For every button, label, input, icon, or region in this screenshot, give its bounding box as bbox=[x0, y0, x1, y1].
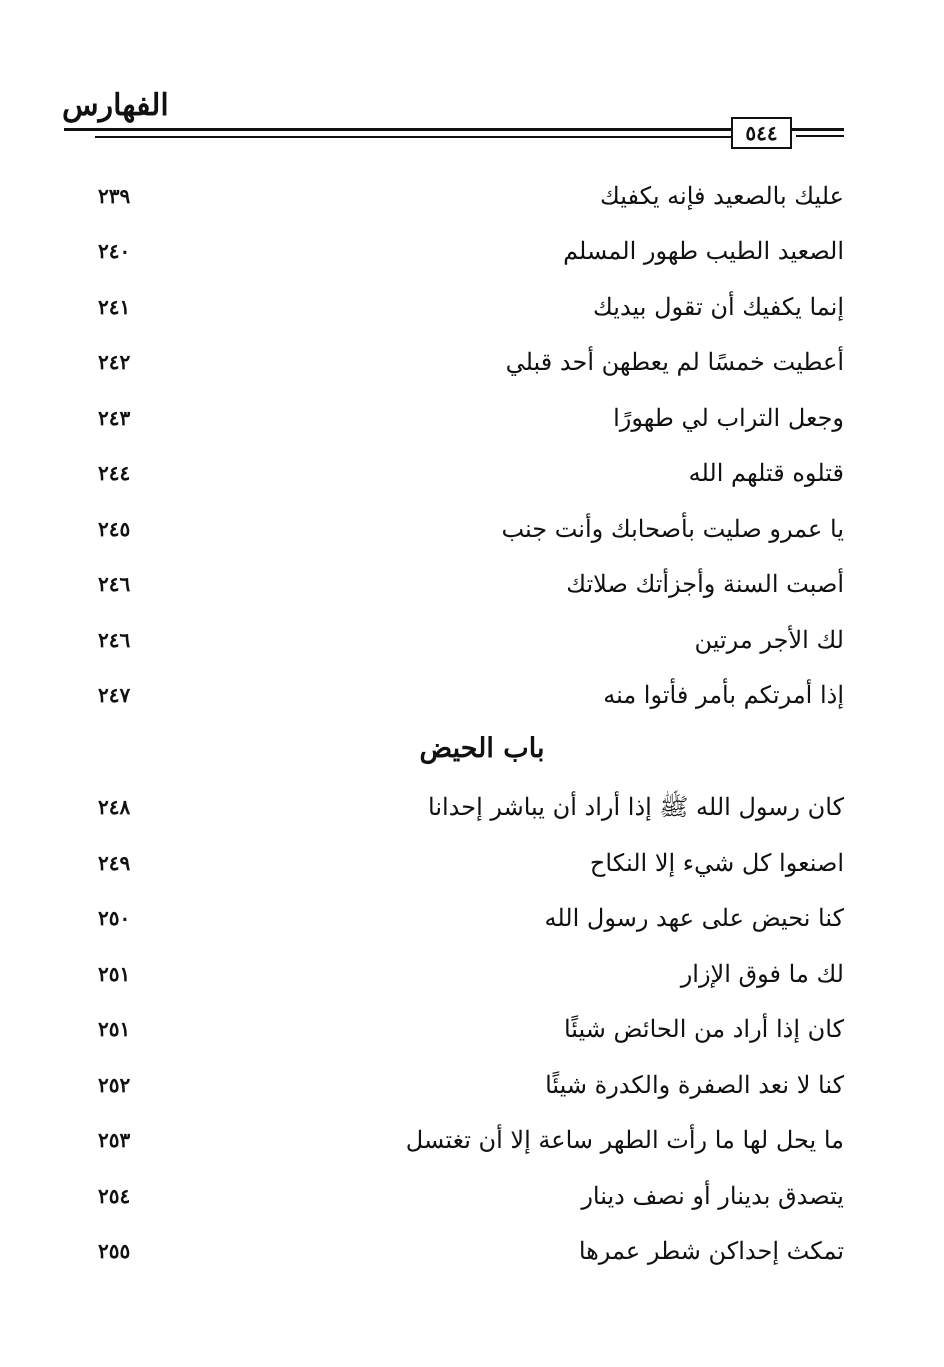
index-entry-number: ٢٥٥ bbox=[98, 1239, 131, 1263]
index-row bbox=[0, 564, 944, 604]
index-entry-text: أصبت السنة وأجزأتك صلاتك bbox=[566, 570, 844, 598]
index-row bbox=[0, 342, 944, 382]
index-entry-number: ٢٤٦ bbox=[98, 628, 131, 652]
header-rule-top bbox=[64, 128, 844, 131]
index-entry-text: أعطيت خمسًا لم يعطهن أحد قبلي bbox=[505, 348, 844, 376]
index-entry-text: لك ما فوق الإزار bbox=[680, 960, 844, 988]
index-row bbox=[0, 843, 944, 883]
index-entry-text: يا عمرو صليت بأصحابك وأنت جنب bbox=[501, 515, 844, 543]
running-header-title: الفهارس bbox=[62, 88, 169, 123]
index-row bbox=[0, 1009, 944, 1049]
index-entry-text: اصنعوا كل شيء إلا النكاح bbox=[589, 849, 844, 877]
index-row bbox=[0, 1065, 944, 1105]
index-row bbox=[0, 509, 944, 549]
index-entry-number: ٢٤٣ bbox=[98, 406, 131, 430]
index-row bbox=[0, 1176, 944, 1216]
index-entry-number: ٢٥٠ bbox=[98, 906, 131, 930]
index-entry-number: ٢٤٨ bbox=[98, 795, 131, 819]
index-row bbox=[0, 453, 944, 493]
header-rule-stub bbox=[796, 135, 844, 137]
index-row bbox=[0, 898, 944, 938]
index-entry-text: كنا لا نعد الصفرة والكدرة شيئًا bbox=[545, 1071, 844, 1099]
index-entry-number: ٢٣٩ bbox=[98, 184, 131, 208]
index-entry-text: ما يحل لها ما رأت الطهر ساعة إلا أن تغتسل bbox=[405, 1126, 844, 1154]
index-entry-text: يتصدق بدينار أو نصف دينار bbox=[581, 1182, 844, 1210]
index-row bbox=[0, 1231, 944, 1271]
index-row bbox=[0, 787, 944, 827]
index-row bbox=[0, 620, 944, 660]
header-rule-stub bbox=[796, 128, 818, 130]
index-row bbox=[0, 675, 944, 715]
index-entry-number: ٢٥٢ bbox=[98, 1073, 131, 1097]
index-entry-text: الصعيد الطيب طهور المسلم bbox=[563, 237, 844, 265]
index-entry-text: قتلوه قتلهم الله bbox=[688, 459, 844, 487]
index-entry-number: ٢٤٧ bbox=[98, 683, 131, 707]
index-entry-text: إنما يكفيك أن تقول بيديك bbox=[593, 293, 844, 321]
index-entry-number: ٢٥٤ bbox=[98, 1184, 131, 1208]
index-entry-number: ٢٤٥ bbox=[98, 517, 131, 541]
section-heading: باب الحيض bbox=[419, 733, 545, 764]
index-row bbox=[0, 231, 944, 271]
index-entry-text: إذا أمرتكم بأمر فأتوا منه bbox=[603, 681, 844, 709]
index-row bbox=[0, 1120, 944, 1160]
header-rule-bottom bbox=[95, 136, 731, 138]
index-row bbox=[0, 954, 944, 994]
index-entry-number: ٢٥١ bbox=[98, 962, 131, 986]
index-entry-number: ٢٤٩ bbox=[98, 851, 131, 875]
page-number: ٥٤٤ bbox=[731, 117, 792, 149]
index-row bbox=[0, 398, 944, 438]
index-entry-text: عليك بالصعيد فإنه يكفيك bbox=[599, 182, 844, 210]
index-entry-number: ٢٤٤ bbox=[98, 461, 131, 485]
index-entry-text: كان رسول الله ﷺ إذا أراد أن يباشر إحدانا bbox=[428, 793, 844, 821]
index-entry-text: وجعل التراب لي طهورًا bbox=[613, 404, 844, 432]
index-entry-number: ٢٥١ bbox=[98, 1017, 131, 1041]
index-entry-text: كان إذا أراد من الحائض شيئًا bbox=[563, 1015, 844, 1043]
index-entry-text: كنا نحيض على عهد رسول الله bbox=[544, 904, 844, 932]
index-entry-text: تمكث إحداكن شطر عمرها bbox=[578, 1237, 844, 1265]
index-entry-number: ٢٤٢ bbox=[98, 350, 131, 374]
index-entry-number: ٢٤١ bbox=[98, 295, 131, 319]
index-entry-number: ٢٤٠ bbox=[98, 239, 131, 263]
index-entry-number: ٢٥٣ bbox=[98, 1128, 131, 1152]
index-row bbox=[0, 176, 944, 216]
index-entry-text: لك الأجر مرتين bbox=[694, 626, 844, 654]
index-entry-number: ٢٤٦ bbox=[98, 572, 131, 596]
index-row bbox=[0, 287, 944, 327]
